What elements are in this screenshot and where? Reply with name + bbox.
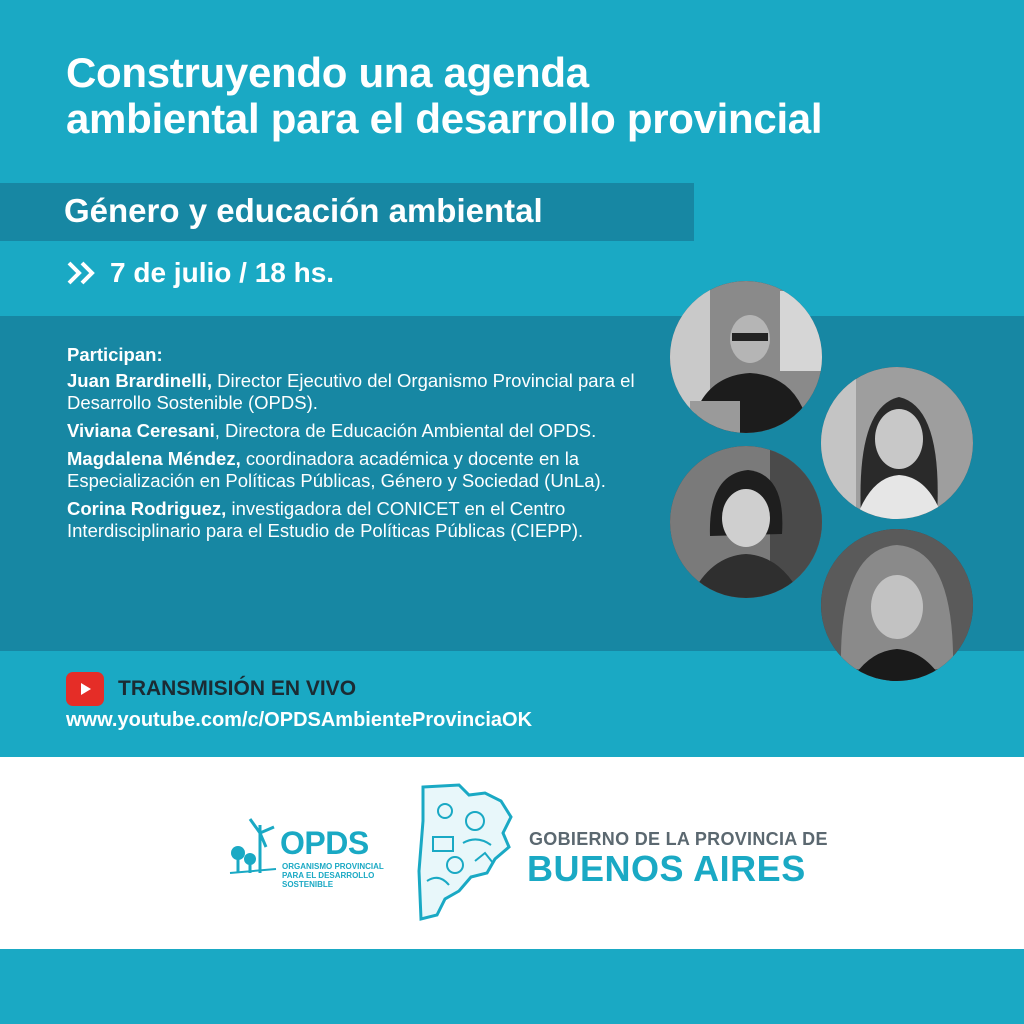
participant — [67, 498, 667, 542]
title-line-1: Construyendo una agenda — [66, 49, 589, 96]
participant-name: Magdalena Méndez, — [67, 448, 241, 469]
opds-subtitle: ORGANISMO PROVINCIAL PARA EL DESARROLLO SOSTENIBLE — [282, 862, 384, 889]
participant-role: , Directora de Educación Ambiental del OPDS. — [214, 420, 597, 441]
participant-role: Director Ejecutivo del Organismo Provincial para el Desarrollo Sostenible (OPDS). — [67, 370, 635, 413]
event-date — [66, 256, 334, 290]
participant-name: Juan Brardinelli, — [67, 370, 212, 391]
person-photo-icon — [821, 529, 973, 681]
live-stream — [66, 672, 356, 706]
participant — [67, 448, 667, 492]
participant-photo-4 — [821, 529, 973, 681]
title-line-2: ambiental para el desarrollo provincial — [66, 95, 823, 142]
opds-wordmark: OPDS — [280, 825, 369, 861]
participant-role: investigadora del CONICET en el Centro Interdisciplinario para el Estudio de Políticas Públicas (CIEPP). — [67, 498, 584, 541]
participant — [67, 420, 667, 442]
participant-name: Corina Rodriguez, — [67, 498, 227, 519]
subtitle: Género y educación ambiental — [64, 192, 543, 229]
youtube-icon[interactable] — [66, 672, 104, 706]
buenos-aires-map-icon — [415, 781, 513, 921]
live-label: TRANSMISIÓN EN VIVO — [118, 677, 357, 700]
participants-list — [67, 344, 667, 548]
participants-lead: Participan: — [67, 344, 163, 365]
government-label: GOBIERNO DE LA PROVINCIA DE — [529, 829, 828, 849]
date-text: 7 de julio / 18 hs. — [110, 257, 335, 288]
province-name: BUENOS AIRES — [527, 848, 806, 889]
participant-photo-2 — [821, 367, 973, 519]
participant-name: Viviana Ceresani — [67, 420, 215, 441]
person-photo-icon — [670, 281, 822, 433]
participant-photo-3 — [670, 446, 822, 598]
participant-photo-1 — [670, 281, 822, 433]
participant-role: coordinadora académica y docente en la Especialización en Políticas Públicas, Género y Sociedad (UnLa). — [67, 448, 606, 491]
participant — [67, 370, 667, 414]
stream-url-link[interactable]: www.youtube.com/c/OPDSAmbienteProvinciaOK — [66, 709, 533, 731]
person-photo-icon — [821, 367, 973, 519]
page-title — [66, 50, 1006, 142]
person-photo-icon — [670, 446, 822, 598]
double-chevron-right-icon — [66, 260, 100, 286]
